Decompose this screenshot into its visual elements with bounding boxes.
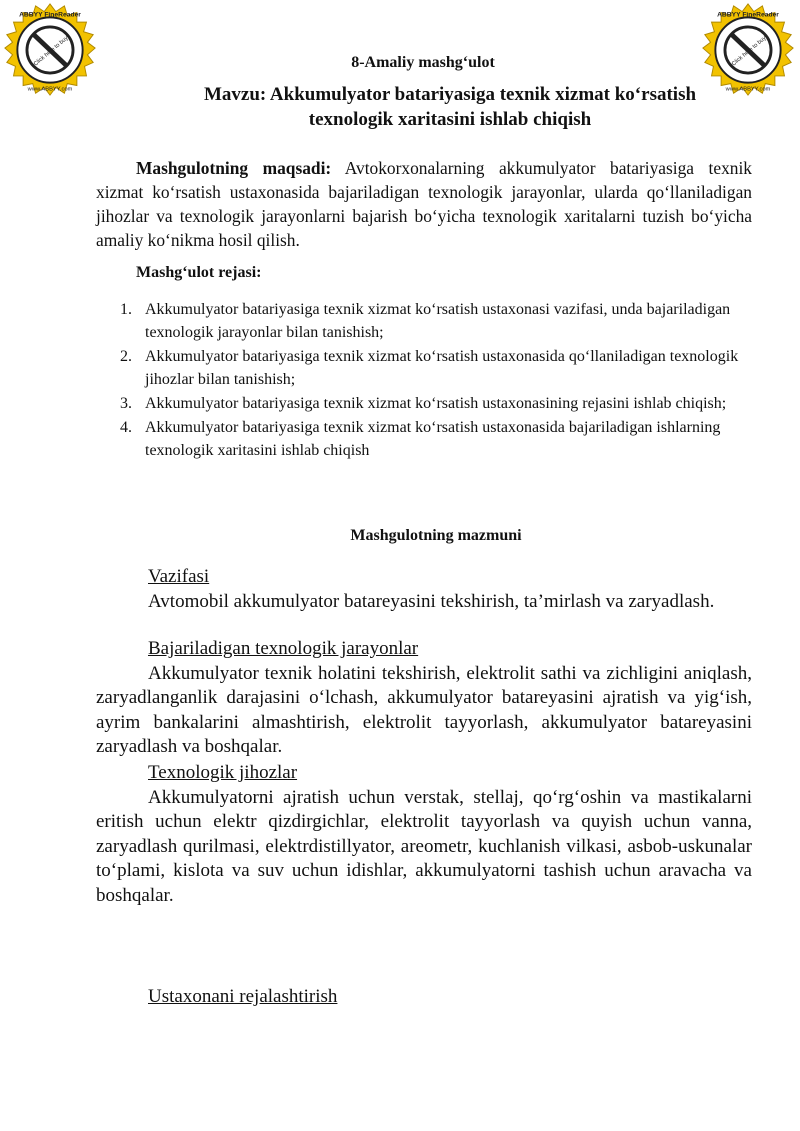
section-processes — [96, 637, 752, 760]
svg-text:ABBYY FineReader: ABBYY FineReader — [19, 11, 81, 19]
svg-text:www.ABBYY.com: www.ABBYY.com — [725, 86, 771, 93]
purpose-text: Avtokorxonalarning akkumulyator batariyasiga texnik xizmat ko‘rsatish ustaxonasida bajariladigan texnologik jarayonlar, ularda qo‘llaniladigan jihozlar va texnologik jarayonlarni bajarish bo‘yicha texnologik xaritalarni tuzish bo‘yicha amaliy ko‘nikma hosil qilish. — [96, 158, 752, 250]
plan-item — [96, 345, 746, 391]
plan-item-text: Akkumulyator batariyasiga texnik xizmat ko‘rsatish ustaxonasi vazifasi, unda bajariladigan texnologik jarayonlar bilan tanishish; — [145, 301, 731, 341]
topic-line-2: texnologik xaritasini ishlab chiqish — [308, 109, 592, 130]
plan-title: Mashg‘ulot rejasi: — [136, 264, 262, 281]
plan-item-number: 3. — [120, 395, 132, 412]
svg-text:www.ABBYY.com: www.ABBYY.com — [27, 86, 73, 93]
plan-item — [96, 392, 746, 415]
plan-item-number: 1. — [120, 301, 132, 318]
purpose-label: Mashgulotning maqsadi: — [136, 158, 332, 178]
plan-item — [96, 298, 746, 344]
topic-title — [150, 82, 750, 132]
section-vazifasi — [96, 565, 752, 614]
abbyy-watermark-badge[interactable] — [2, 2, 98, 98]
svg-text:Click here to buy: Click here to buy — [32, 35, 70, 68]
section-heading: Bajariladigan texnologik jarayonlar — [148, 638, 419, 659]
section-text: Avtomobil akkumulyator batareyasini tekshirish, ta’mirlash va zaryadlash. — [148, 590, 715, 612]
content-title: Mashgulotning mazmuni — [350, 527, 522, 544]
svg-text:Click here to buy: Click here to buy — [730, 35, 768, 68]
plan-item-text: Akkumulyator batariyasiga texnik xizmat ko‘rsatish ustaxonasida qo‘llaniladigan texnologik jihozlar bilan tanishish; — [145, 348, 739, 388]
lesson-number: 8-Amaliy mashg‘ulot — [351, 54, 495, 71]
plan-item-text: Akkumulyator batariyasiga texnik xizmat ko‘rsatish ustaxonasida bajariladigan ishlarning texnologik xaritasini ishlab chiqish — [145, 419, 721, 459]
section-text: Akkumulyatorni ajratish uchun verstak, stellaj, qo‘rg‘oshin va mastikalarni eritish uchun elektr qizdirgichlar, elektrolit tayyorlash va quyish uchun vanna, zaryadlash qurilmasi, elektrdistillyator, areometr, kuchlanish vilkasi, asbob-uskunalar to‘plami, kislota va suv uchun idishlar, akkumulyatorni tashish uchun aravacha va boshqalar. — [96, 786, 752, 906]
plan-item-number: 4. — [120, 419, 132, 436]
plan-item — [96, 416, 746, 462]
section-text: Akkumulyator texnik holatini tekshirish, elektrolit sathi va zichligini aniqlash, zaryadlanganlik darajasini o‘lchash, akkumulyator batareyasini ajratish va yig‘ish, ayrim bankalarini almashtirish, elektrolit tayyorlash, akkumulyator batareyasini zaryadlash va boshqalar. — [96, 662, 752, 757]
section-workshop-planning — [96, 985, 752, 1010]
plan-item-text: Akkumulyator batariyasiga texnik xizmat ko‘rsatish ustaxonasining rejasini ishlab chiqish; — [145, 395, 727, 412]
topic-line-1: Mavzu: Akkumulyator batariyasiga texnik xizmat ko‘rsatish — [203, 84, 697, 105]
section-heading: Vazifasi — [148, 566, 210, 587]
section-heading: Ustaxonani rejalashtirish — [148, 986, 338, 1007]
svg-text:ABBYY FineReader: ABBYY FineReader — [717, 11, 779, 19]
section-equipment — [96, 761, 752, 908]
purpose-paragraph — [96, 156, 752, 252]
plan-list — [96, 298, 746, 463]
section-heading: Texnologik jihozlar — [148, 762, 298, 783]
plan-item-number: 2. — [120, 348, 132, 365]
